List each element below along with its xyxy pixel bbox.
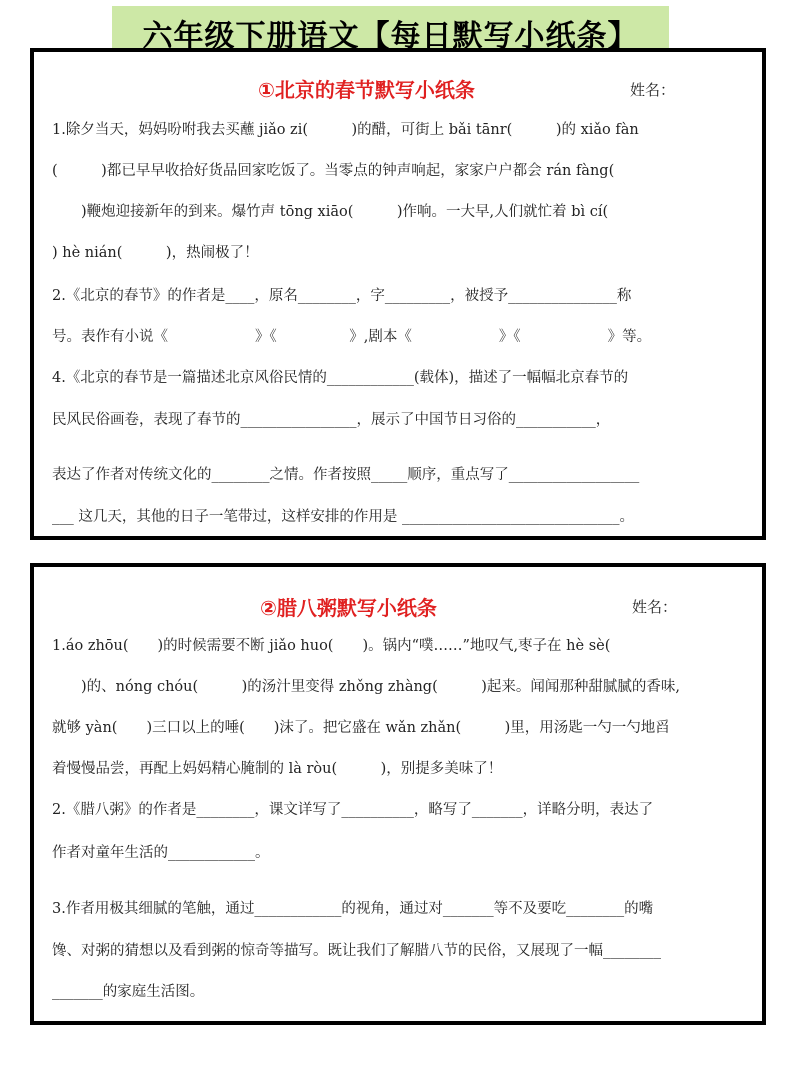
name-label-2: 姓名： xyxy=(632,598,678,616)
card2-line-9: _______的家庭生活图。 xyxy=(52,984,205,1000)
card1-line-8: 民风民俗画卷，表现了春节的________________，展示了中国节日习俗的___________， xyxy=(52,412,611,428)
card1-line-5: 2.《北京的春节》的作者是____，原名________，字_________，被授予_______________称 xyxy=(52,288,632,304)
card2-line-1: 1.áo zhōu( )的时候需要不断 jiǎo huo( )。锅内“噗……”地叹气,枣子在 hè sè( xyxy=(52,638,611,654)
card2-line-7: 3.作者用极其细腻的笔触，通过____________的视角，通过对_______等不及要吃________的嘴 xyxy=(52,901,654,917)
name-label-1: 姓名： xyxy=(630,81,676,99)
card2-line-4: 着慢慢品尝，再配上妈妈精心腌制的 là ròu( )，别提多美味了！ xyxy=(52,761,503,777)
card2-line-3: 就够 yàn( )三口以上的唾( )沫了。把它盛在 wǎn zhǎn( )里，用汤匙一勺一勺地舀 xyxy=(52,720,670,736)
worksheet-card-1 xyxy=(30,48,766,540)
card2-line-5: 2.《腊八粥》的作者是________，课文详写了__________，略写了_______，详略分明，表达了 xyxy=(52,802,654,818)
card-title-2: ②腊八粥默写小纸条 xyxy=(260,596,437,620)
card1-line-1: 1.除夕当天，妈妈吩咐我去买蘸 jiǎo zi( )的醋，可街上 bǎi tānr( )的 xiǎo fàn xyxy=(52,122,639,138)
card1-line-4: ) hè nián( )，热闹极了！ xyxy=(52,245,259,261)
worksheet-card-2 xyxy=(30,563,766,1025)
page-title: 六年级下册语文【每日默写小纸条】 xyxy=(142,19,639,54)
card-title-1: ①北京的春节默写小纸条 xyxy=(258,78,475,102)
card1-line-7: 4.《北京的春节是一篇描述北京风俗民情的____________(载体)，描述了一幅幅北京春节的 xyxy=(52,370,629,386)
card1-line-6: 号。表作有小说《 》《 》,剧本《 》《 》等。 xyxy=(52,329,652,345)
card2-line-6: 作者对童年生活的____________。 xyxy=(52,845,270,861)
header-banner xyxy=(112,6,669,54)
card1-line-9: 表达了作者对传统文化的________之情。作者按照_____顺序，重点写了__________________ xyxy=(52,467,640,483)
card2-line-8: 馋、对粥的猜想以及看到粥的惊奇等描写。既让我们了解腊八节的民俗，又展现了一幅________ xyxy=(52,943,661,959)
card2-line-2: )的、nóng chóu( )的汤汁里变得 zhǒng zhàng( )起来。闻闻那种甜腻腻的香味, xyxy=(52,679,681,695)
card1-line-3: )鞭炮迎接新年的到来。爆竹声 tōng xiāo( )作响。一大早,人们就忙着 bì cí( xyxy=(52,204,609,220)
card1-line-10: ___ 这几天，其他的日子一笔带过，这样安排的作用是 ______________________________。 xyxy=(52,509,634,525)
card1-line-2: ( )都已早早收拾好货品回家吃饭了。当零点的钟声响起，家家户户都会 rán fàng( xyxy=(52,163,615,179)
